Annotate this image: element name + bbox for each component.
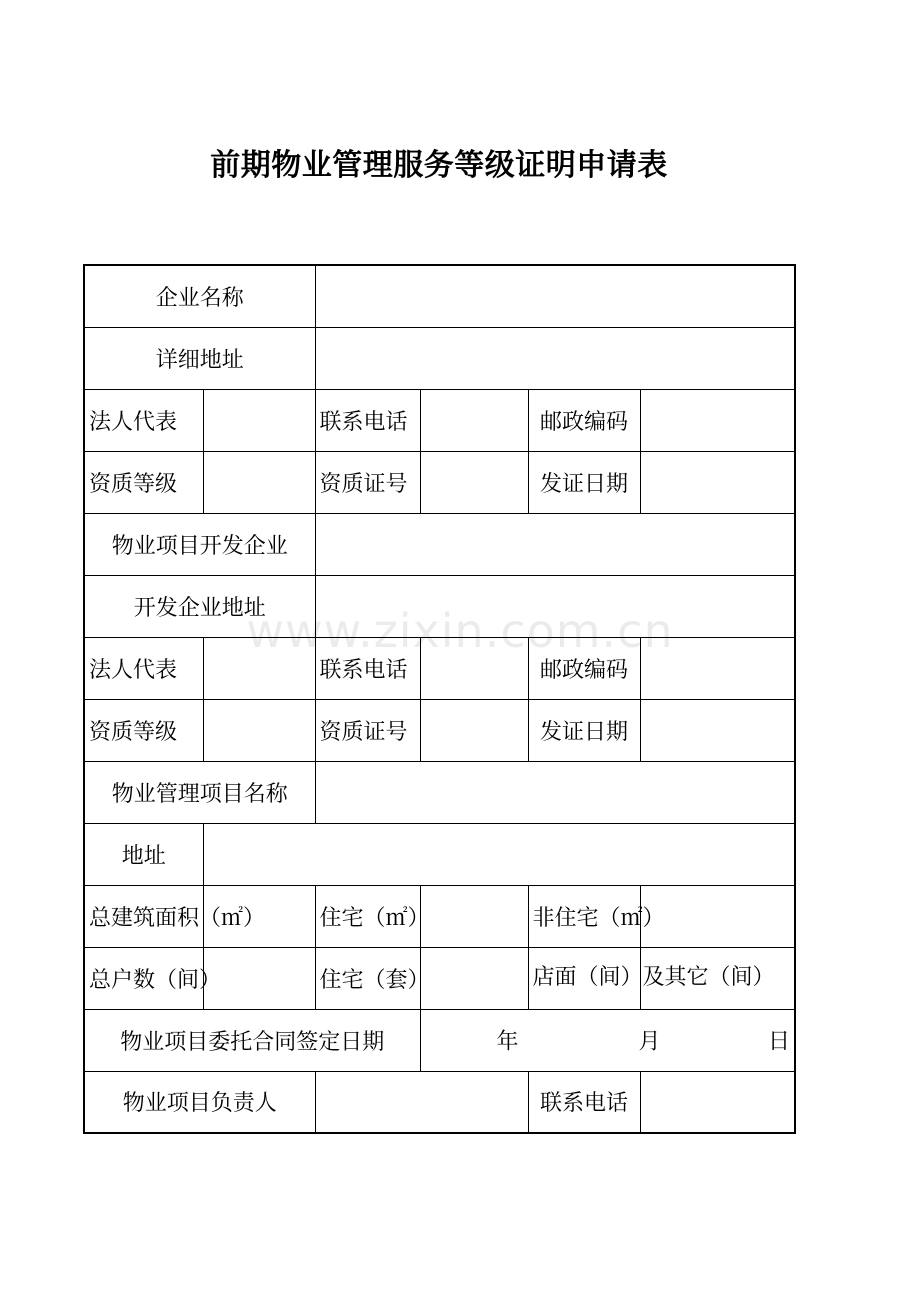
input-issue-date-1[interactable] <box>640 451 795 513</box>
input-phone-1[interactable] <box>420 389 528 451</box>
row-project-name <box>84 761 795 823</box>
row-address <box>84 823 795 885</box>
label-company-name: 企业名称 <box>84 265 315 327</box>
input-legal-rep-1[interactable] <box>203 389 315 451</box>
label-developer-address: 开发企业地址 <box>84 575 315 637</box>
input-qual-level-1[interactable] <box>203 451 315 513</box>
row-households <box>84 947 795 1009</box>
row-qualification-1 <box>84 451 795 513</box>
input-developer-address[interactable] <box>315 575 795 637</box>
row-developer-address <box>84 575 795 637</box>
input-postcode-1[interactable] <box>640 389 795 451</box>
input-contract-date[interactable] <box>420 1009 795 1071</box>
label-legal-rep-1: 法人代表 <box>84 389 203 451</box>
label-developer: 物业项目开发企业 <box>84 513 315 575</box>
row-detail-address <box>84 327 795 389</box>
watermark-text: www.zixin.com.cn <box>246 604 674 658</box>
label-non-residential-area: 非住宅（㎡） <box>528 885 640 947</box>
label-phone-3: 联系电话 <box>528 1071 640 1133</box>
input-issue-date-2[interactable] <box>640 699 795 761</box>
input-legal-rep-2[interactable] <box>203 637 315 699</box>
input-company-name[interactable] <box>315 265 795 327</box>
label-total-households: 总户数（间） <box>84 947 203 1009</box>
label-residential-units: 住宅（套） <box>315 947 420 1009</box>
input-phone-2[interactable] <box>420 637 528 699</box>
label-shops-other: 店面（间）及其它（间） <box>528 947 640 1009</box>
input-project-manager[interactable] <box>315 1071 528 1133</box>
input-detail-address[interactable] <box>315 327 795 389</box>
label-qual-level-2: 资质等级 <box>84 699 203 761</box>
label-address: 地址 <box>84 823 203 885</box>
input-qual-cert-1[interactable] <box>420 451 528 513</box>
row-contract-date <box>84 1009 795 1071</box>
date-month-label: 月 <box>638 1029 661 1055</box>
date-day-label: 日 <box>768 1029 791 1055</box>
input-postcode-2[interactable] <box>640 637 795 699</box>
label-detail-address: 详细地址 <box>84 327 315 389</box>
label-project-name: 物业管理项目名称 <box>84 761 315 823</box>
row-developer <box>84 513 795 575</box>
input-qual-level-2[interactable] <box>203 699 315 761</box>
label-postcode-2: 邮政编码 <box>528 637 640 699</box>
label-issue-date-1: 发证日期 <box>528 451 640 513</box>
page-title: 前期物业管理服务等级证明申请表 <box>210 148 668 183</box>
application-form-table <box>83 264 796 1134</box>
label-legal-rep-2: 法人代表 <box>84 637 203 699</box>
date-year-label: 年 <box>496 1029 519 1055</box>
input-qual-cert-2[interactable] <box>420 699 528 761</box>
row-qualification-2 <box>84 699 795 761</box>
label-residential-area: 住宅（㎡） <box>315 885 420 947</box>
label-qual-level-1: 资质等级 <box>84 451 203 513</box>
input-address[interactable] <box>203 823 795 885</box>
row-legal-rep-2 <box>84 637 795 699</box>
input-developer[interactable] <box>315 513 795 575</box>
row-project-manager <box>84 1071 795 1133</box>
input-phone-3[interactable] <box>640 1071 795 1133</box>
label-phone-2: 联系电话 <box>315 637 420 699</box>
input-residential-units[interactable] <box>420 947 528 1009</box>
label-phone-1: 联系电话 <box>315 389 420 451</box>
label-qual-cert-1: 资质证号 <box>315 451 420 513</box>
label-project-manager: 物业项目负责人 <box>84 1071 315 1133</box>
label-total-area: 总建筑面积（㎡） <box>84 885 203 947</box>
input-project-name[interactable] <box>315 761 795 823</box>
row-area <box>84 885 795 947</box>
label-contract-date: 物业项目委托合同签定日期 <box>84 1009 420 1071</box>
input-residential-area[interactable] <box>420 885 528 947</box>
label-issue-date-2: 发证日期 <box>528 699 640 761</box>
label-postcode-1: 邮政编码 <box>528 389 640 451</box>
row-legal-rep-1 <box>84 389 795 451</box>
label-qual-cert-2: 资质证号 <box>315 699 420 761</box>
row-company-name <box>84 265 795 327</box>
